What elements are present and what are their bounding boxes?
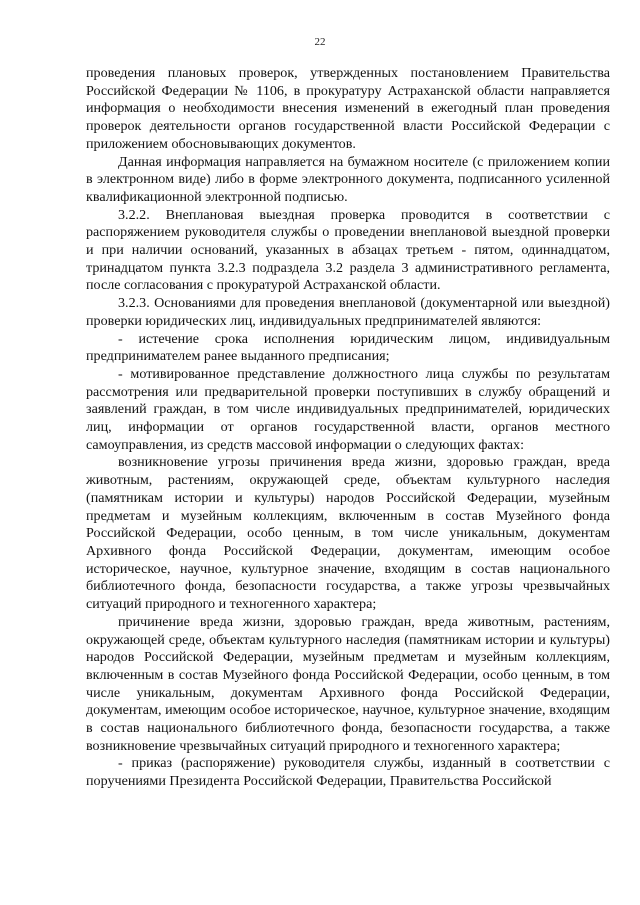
page-number: 22 xyxy=(314,36,326,48)
paragraph-3-2-3-grounds: 3.2.3. Основаниями для проведения внеплановой (документарной или выездной) проверки юридических лиц, индивидуальных предпринимателей являются: xyxy=(86,295,610,329)
paragraph-planned-inspections-continuation: проведения плановых проверок, утвержденных постановлением Правительства Российской Федерации № 1106, в прокуратуру Астраханской области направляется информация о необходимости внесения изменений в ежегодный план проведения проверок деятельности органов государственной власти Российской Федерации с приложением обосновывающих документов. xyxy=(86,65,610,152)
list-item-order-of-head: - приказ (распоряжение) руководителя службы, изданный в соответствии с поручениями Президента Российской Федерации, Правительства Российской xyxy=(86,755,610,790)
paragraph-3-2-2-unscheduled-onsite-inspection: 3.2.2. Внеплановая выездная проверка проводится в соответствии с распоряжением руководителя службы о проведении внеплановой выездной проверки и при наличии оснований, указанных в абзацах третьем - пятом, одиннадцатом, тринадцатом пункта 3.2.3 подраздела 3.2 раздела 3 административного регламента, после согласования с прокуратурой Астраханской области. xyxy=(86,206,610,294)
paragraph-threat-of-harm: возникновение угрозы причинения вреда жизни, здоровью граждан, вреда животным, растениям, окружающей среде, объектам культурного наследия (памятникам истории и культуры) народов Российской Федерации, музейным предметам и музейным коллекциям, включенным в состав Музейного фонда Российской Федерации, особо ценным, в том числе уникальным, документам Архивного фонда Российской Федерации, документам, имеющим особое историческое, научное, культурное значение, входящим в состав национального библиотечного фонда, безопасности государства, а также угрозы чрезвычайных ситуаций природного и техногенного характера; xyxy=(86,454,610,613)
list-item-prescription-expiry: - истечение срока исполнения юридическим лицом, индивидуальным предпринимателем ранее выданного предписания; xyxy=(86,330,610,365)
list-item-motivated-submission: - мотивированное представление должностного лица службы по результатам рассмотрения или предварительной проверки поступивших в службу обращений и заявлений граждан, в том числе индивидуальных предпринимателей, юридических лиц, информации от органов государственной власти, органов местного самоуправления, из средств массовой информации о следующих фактах: xyxy=(86,365,610,453)
paragraph-information-format: Данная информация направляется на бумажном носителе (с приложением копии в электронном виде) либо в форме электронного документа, подписанного усиленной квалификационной электронной подписью. xyxy=(86,153,610,205)
document-body xyxy=(86,65,610,791)
paragraph-infliction-of-harm: причинение вреда жизни, здоровью граждан, вреда животным, растениям, окружающей среде, объектам культурного наследия (памятникам истории и культуры) народов Российской Федерации, музейным предметам и музейным коллекциям, включенным в состав Музейного фонда Российской Федерации, особо ценным, в том числе уникальным, документам Архивного фонда Российской Федерации, документам, имеющим особое историческое, научное, культурное значение, входящим в состав национального библиотечного фонда, безопасности государства, а также возникновение чрезвычайных ситуаций природного и техногенного характера; xyxy=(86,613,610,754)
